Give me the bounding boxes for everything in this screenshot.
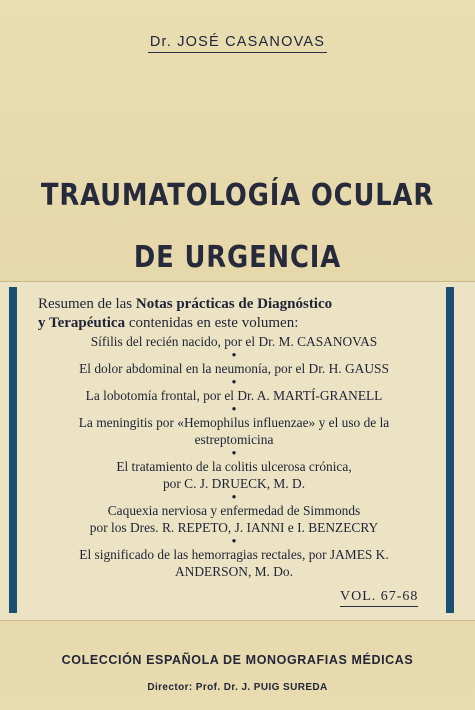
article-line: El significado de las hemorragias rectales, por JAMES K. — [79, 547, 389, 562]
summary-heading — [38, 295, 442, 333]
article-list — [26, 333, 442, 580]
bullet-separator-icon: ● — [231, 448, 237, 457]
right-accent-bar — [446, 287, 454, 613]
title-line-1: TRAUMATOLOGÍA OCULAR — [40, 178, 435, 213]
bullet-separator-icon: ● — [231, 350, 237, 359]
article-line: Sífilis del recién nacido, por el Dr. M. CASANOVAS — [90, 334, 378, 349]
summary-bold-1: Notas prácticas de Diagnóstico — [135, 296, 333, 312]
article-line: El dolor abdominal en la neumonía, por el Dr. H. GAUSS — [79, 361, 389, 376]
article-line: por los Dres. R. REPETO, J. IANNI e I. BENZECRY — [89, 520, 379, 535]
author-name — [0, 34, 475, 53]
article-line: estreptomicina — [194, 432, 274, 447]
summary-line-2 — [38, 314, 442, 333]
article-line: La meningitis por «Hemophilus influenzae» y el uso de la — [78, 415, 390, 430]
left-accent-bar — [9, 287, 17, 613]
summary-prefix: Resumen de las — [38, 296, 136, 312]
summary-rest: contenidas en este volumen: — [125, 315, 299, 331]
article-line: El tratamiento de la colitis ulcerosa crónica, — [116, 459, 352, 474]
contents-list — [26, 295, 442, 580]
summary-line-1 — [38, 295, 442, 314]
article-line: por C. J. DRUECK, M. D. — [162, 476, 306, 491]
bullet-separator-icon: ● — [231, 492, 237, 501]
article-line: Caquexia nerviosa y enfermedad de Simmonds — [107, 503, 361, 518]
bullet-separator-icon: ● — [231, 536, 237, 545]
volume-number: VOL. 67-68 — [340, 589, 418, 607]
article-line: ANDERSON, M. Do. — [175, 564, 293, 579]
author-text: Dr. JOSÉ CASANOVAS — [148, 34, 327, 53]
title-line-2: DE URGENCIA — [133, 240, 342, 275]
bullet-separator-icon: ● — [231, 404, 237, 413]
bullet-separator-icon: ● — [231, 377, 237, 386]
summary-bold-2: y Terapéutica — [38, 315, 126, 331]
article-line: La lobotomía frontal, por el Dr. A. MARTÍ-GRANELL — [85, 388, 383, 403]
collection-name: COLECCIÓN ESPAÑOLA DE MONOGRAFIAS MÉDICAS — [61, 653, 414, 667]
director-line: Director: Prof. Dr. J. PUIG SUREDA — [147, 682, 328, 693]
